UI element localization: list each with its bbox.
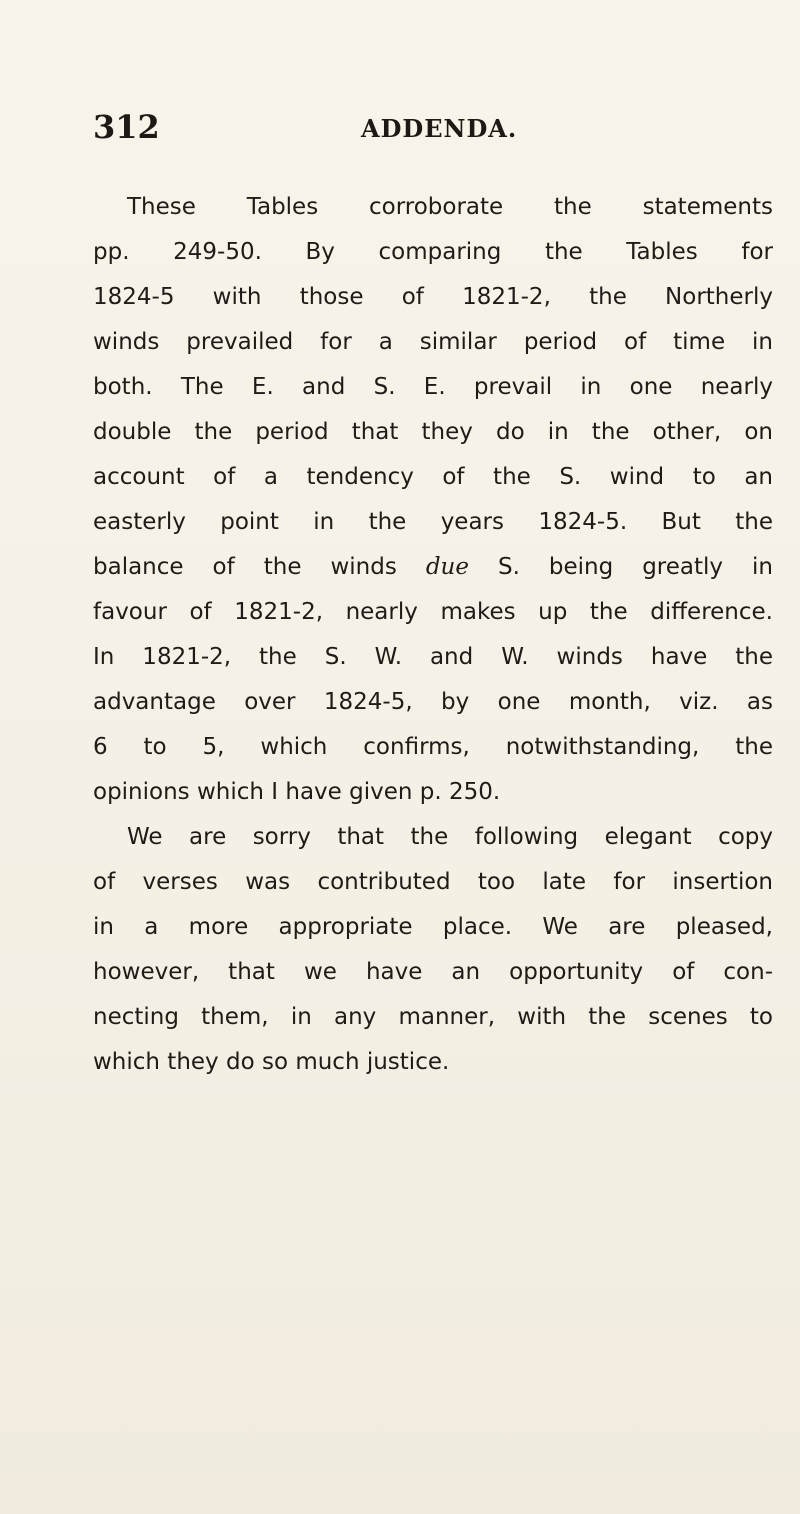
text-line: pp. 249-50. By comparing the Tables for (93, 239, 773, 265)
page-number: 312 (93, 108, 160, 146)
text-line: which they do so much justice. (93, 1049, 450, 1075)
text-line: These Tables corroborate the statements (127, 194, 773, 220)
text-line: however, that we have an opportunity of con- (93, 959, 773, 985)
body-text (93, 185, 773, 1085)
running-head: ADDENDA. (361, 114, 518, 143)
text-line: We are sorry that the following elegant copy (127, 824, 773, 850)
text-line: 6 to 5, which confirms, notwithstanding, the (93, 734, 773, 760)
text-line: necting them, in any manner, with the scenes to (93, 1004, 773, 1030)
text-line: favour of 1821-2, nearly makes up the difference. (93, 599, 773, 625)
text-line: double the period that they do in the other, on (93, 419, 773, 445)
text-line: 1824-5 with those of 1821-2, the Northerly (93, 284, 773, 310)
text-line: opinions which I have given p. 250. (93, 779, 501, 805)
italic-word: due (425, 554, 469, 580)
text-line: easterly point in the years 1824-5. But the (93, 509, 773, 535)
text-line: of verses was contributed too late for insertion (93, 869, 773, 895)
text-line: In 1821-2, the S. W. and W. winds have the (93, 644, 773, 670)
text-line: in a more appropriate place. We are pleased, (93, 914, 773, 940)
page-header (93, 108, 733, 152)
text-line: account of a tendency of the S. wind to an (93, 464, 773, 490)
text-line: both. The E. and S. E. prevail in one nearly (93, 374, 773, 400)
text-segment: balance of the winds (93, 554, 426, 580)
text-line-with-italic (93, 545, 773, 590)
text-line: winds prevailed for a similar period of time in (93, 329, 773, 355)
text-segment: S. being greatly in (468, 554, 773, 580)
text-line: advantage over 1824-5, by one month, viz. as (93, 689, 773, 715)
